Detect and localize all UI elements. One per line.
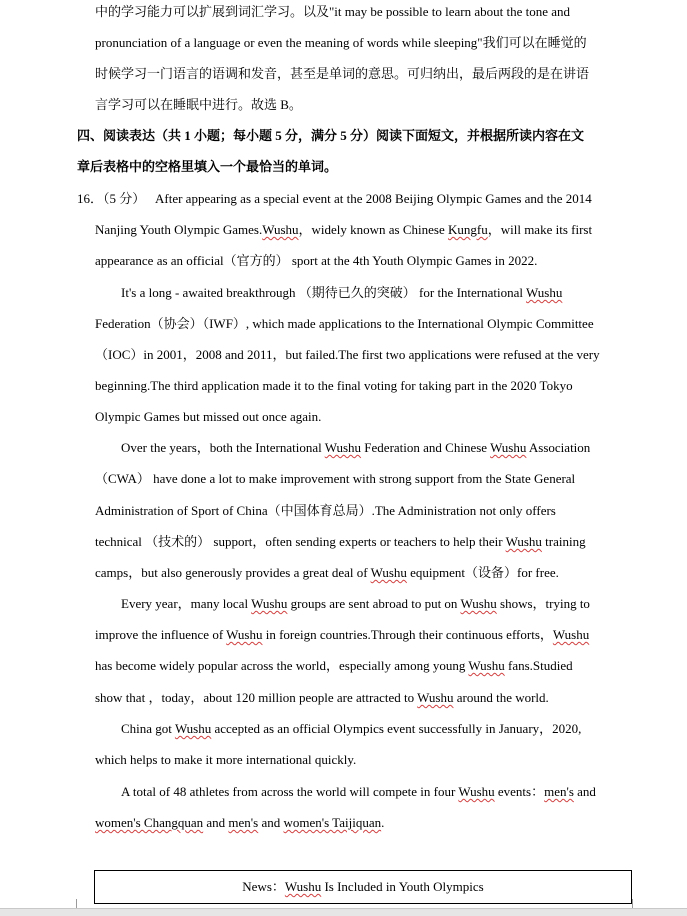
p3-line-2: （CWA） have done a lot to make improvement with strong support from the State General <box>95 471 576 486</box>
p2-line-5: Olympic Games but missed out once again. <box>95 409 322 424</box>
p5-line-1 <box>121 721 581 737</box>
news-prefix: News： <box>242 879 285 894</box>
text: accepted as an official Olympics event successfully in January，2020, <box>211 721 582 736</box>
explanation-line-1: 中的学习能力可以扩展到词汇学习。以及"it may be possible to learn about the tone and <box>95 4 571 19</box>
text: events： <box>494 784 545 799</box>
text: and <box>573 784 596 799</box>
p4-line-4 <box>95 690 549 706</box>
text: show that ，today，about 120 million people are attracted to <box>95 690 418 705</box>
spellcheck-word: Wushu <box>370 565 407 580</box>
text: camps，but also generously provides a great deal of <box>95 565 371 580</box>
spellcheck-word: Wushu <box>284 879 322 894</box>
spellcheck-word: men's <box>228 815 259 830</box>
text: and <box>258 815 284 830</box>
text: has become widely popular across the world，especially among young <box>95 658 469 673</box>
p4-line-1 <box>121 596 590 612</box>
p3-line-4 <box>95 534 586 550</box>
question-number: 16．（5 分） <box>77 191 146 206</box>
p3-line-1 <box>121 440 590 456</box>
p2-line-3: （IOC）in 2001，2008 and 2011，but failed.The first two applications were refused at the very <box>95 347 600 362</box>
text: fans.Studied <box>504 658 573 673</box>
p1-line-2 <box>95 222 592 238</box>
spellcheck-word: Wushu <box>490 440 527 455</box>
spellcheck-word: Wushu <box>251 596 288 611</box>
text: ，will make its first <box>487 222 593 237</box>
text: China got <box>121 721 175 736</box>
p2-line-1 <box>121 285 562 301</box>
text: . <box>381 815 385 830</box>
news-title-rest: Is Included in Youth Olympics <box>321 879 484 894</box>
p4-line-2 <box>95 627 589 643</box>
text: It's a long - awaited breakthrough （期待已久的突破） for the International <box>121 285 527 300</box>
p5-line-2: which helps to make it more international quickly. <box>95 752 357 767</box>
text: Federation and Chinese <box>361 440 491 455</box>
p3-line-3: Administration of Sport of China（中国体育总局）.The Administration not only offers <box>95 503 556 518</box>
text: groups are sent abroad to put on <box>287 596 461 611</box>
spellcheck-word: Wushu <box>174 721 212 736</box>
p3-line-5 <box>95 565 559 581</box>
spellcheck-word: Wushu <box>552 627 590 642</box>
p4-line-3 <box>95 658 573 674</box>
spellcheck-word: Wushu <box>526 285 563 300</box>
spellcheck-word: Wushu <box>226 627 263 642</box>
p6-line-1 <box>121 784 596 800</box>
spellcheck-word: women's Changquan <box>95 815 204 830</box>
text: Nanjing Youth Olympic Games. <box>95 222 263 237</box>
spellcheck-word: Wushu <box>505 534 542 549</box>
text: A total of 48 athletes from across the world will compete in four <box>121 784 459 799</box>
text: shows，trying to <box>496 596 590 611</box>
text: around the world. <box>453 690 549 705</box>
text: Over the years，both the International <box>121 440 325 455</box>
text: technical （技术的） support，often sending experts or teachers to help their <box>95 534 506 549</box>
explanation-line-4: 言学习可以在睡眠中进行。故选 B。 <box>95 97 302 112</box>
spellcheck-word: men's <box>544 784 574 799</box>
spellcheck-word: Wushu <box>324 440 362 455</box>
spellcheck-word: women's Taijiquan <box>283 815 382 830</box>
text: improve the influence of <box>95 627 227 642</box>
explanation-line-3: 时候学习一门语言的语调和发音，甚至是单词的意思。可归纳出，最后两段的是在讲语 <box>95 66 590 81</box>
spellcheck-word: Wushu <box>468 658 505 673</box>
text: Every year，many local <box>121 596 252 611</box>
explanation-line-2: pronunciation of a language or even the meaning of words while sleeping"我们可以在睡觉的 <box>95 35 587 50</box>
spellcheck-word: Wushu <box>262 222 299 237</box>
text: ，widely known as Chinese <box>298 222 448 237</box>
text: training <box>541 534 586 549</box>
text: in foreign countries.Through their continuous efforts， <box>262 627 553 642</box>
spellcheck-word: Wushu <box>460 596 497 611</box>
news-table-header <box>94 870 632 904</box>
p2-line-4: beginning.The third application made it to the final voting for taking part in the 2020 Tokyo <box>95 378 573 393</box>
p1-line-3: appearance as an official（官方的） sport at the 4th Youth Olympic Games in 2022. <box>95 253 538 268</box>
p6-line-2 <box>95 815 384 831</box>
spellcheck-word: Wushu <box>417 690 454 705</box>
p2-line-2: Federation（协会）（IWF）, which made applications to the International Olympic Committee <box>95 316 594 331</box>
text: equipment（设备）for free. <box>406 565 559 580</box>
p1-line-1: After appearing as a special event at the 2008 Beijing Olympic Games and the 2014 <box>155 191 592 206</box>
text: and <box>203 815 229 830</box>
spellcheck-word: Wushu <box>458 784 495 799</box>
section-heading-line-2: 章后表格中的空格里填入一个最恰当的单词。 <box>77 159 338 174</box>
text: Association <box>526 440 591 455</box>
section-heading-line-1: 四、阅读表达（共 1 小题；每小题 5 分，满分 5 分）阅读下面短文，并根据所读内容在文 <box>77 128 585 143</box>
spellcheck-word: Kungfu <box>448 222 488 237</box>
